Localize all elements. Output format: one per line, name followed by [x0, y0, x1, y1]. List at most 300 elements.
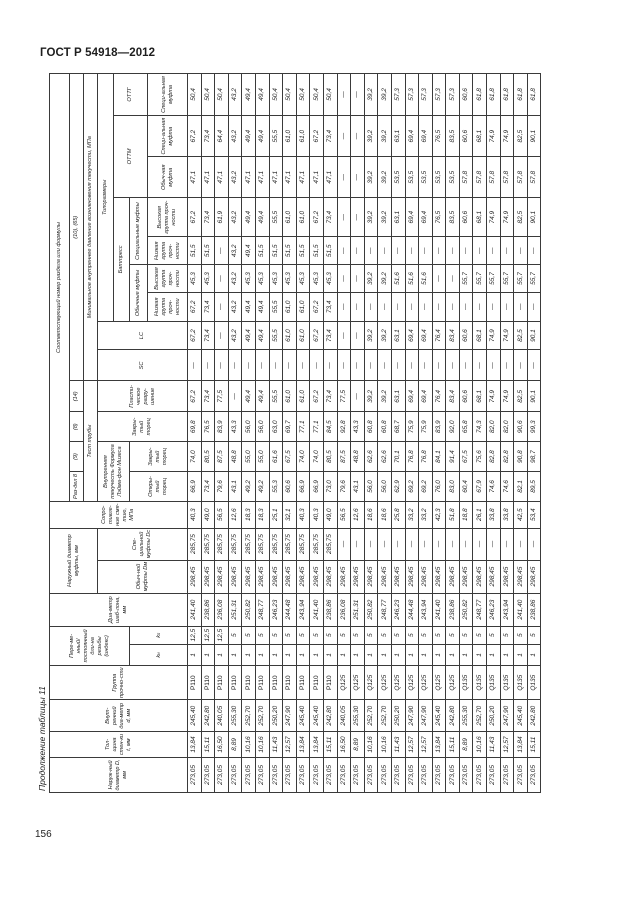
table-cell: — — [405, 237, 419, 265]
hdr-drift-diameter: Диа-метр шаб-лона, мм — [50, 593, 188, 626]
table-cell: — — [337, 528, 351, 560]
table-cell: 298,45 — [255, 560, 269, 593]
table-cell: — — [446, 265, 460, 293]
table-cell: 39,2 — [378, 74, 392, 116]
table-cell: 61,0 — [283, 321, 297, 350]
standard-title: ГОСТ Р 54918—2012 — [40, 47, 156, 59]
table-cell: 69,4 — [405, 321, 419, 350]
table-cell: 67,2 — [188, 197, 202, 236]
table-cell: 39,2 — [364, 381, 378, 412]
table-cell: 74,9 — [500, 381, 514, 412]
table-cell: 61,8 — [500, 74, 514, 116]
table-cell: 49,4 — [242, 292, 256, 321]
table-cell: 69,7 — [283, 412, 297, 442]
table-cell: 50,4 — [269, 74, 283, 116]
table-cell: 74,0 — [310, 442, 324, 472]
table-cell: 8,89 — [351, 732, 365, 758]
table-cell: 273,05 — [323, 757, 337, 792]
table-cell: 250,20 — [269, 700, 283, 732]
table-cell: 60,6 — [459, 197, 473, 236]
table-row — [269, 74, 283, 793]
table-cell: 73,0 — [323, 472, 337, 502]
table-cell: 67,2 — [188, 292, 202, 321]
hdr-ordinary-coupling: Обычные муфты — [130, 265, 148, 322]
table-cell: 1 — [337, 644, 351, 665]
table-cell: 10,16 — [255, 732, 269, 758]
table-cell: 61,0 — [296, 197, 310, 236]
table-cell: Q125 — [446, 666, 460, 700]
hdr-thread-types: Типоразмеры — [98, 74, 114, 322]
table-cell: 241,40 — [432, 593, 446, 626]
table-cell: — — [337, 157, 351, 198]
table-cell: 84,1 — [432, 442, 446, 472]
table-cell: 298,45 — [527, 560, 541, 593]
table-cell: 76,8 — [405, 442, 419, 472]
table-cell: Q125 — [391, 666, 405, 700]
table-row — [432, 74, 446, 793]
table-cell: 298,45 — [514, 560, 528, 593]
table-cell: 252,70 — [378, 700, 392, 732]
table-cell: 43,2 — [228, 321, 242, 350]
table-cell: 48,8 — [228, 442, 242, 472]
table-cell: 69,4 — [405, 115, 419, 157]
table-cell: 298,45 — [228, 560, 242, 593]
hdr-closed-end-yield: Закры-тый торец — [130, 442, 188, 472]
table-row — [201, 74, 215, 793]
table-cell: — — [351, 381, 365, 412]
table-cell: 55,7 — [459, 265, 473, 293]
table-cell: 57,8 — [473, 157, 487, 198]
table-cell: 273,05 — [432, 757, 446, 792]
table-cell: P110 — [201, 666, 215, 700]
table-cell: 39,2 — [378, 157, 392, 198]
table-cell: 92,0 — [446, 412, 460, 442]
hdr-ks: ks — [130, 626, 188, 644]
table-cell: 62,6 — [364, 442, 378, 472]
table-cell: 13,84 — [432, 732, 446, 758]
table-cell: 50,4 — [296, 74, 310, 116]
table-cell: 16,50 — [337, 732, 351, 758]
table-cell: 45,3 — [269, 265, 283, 293]
table-cell: 66,9 — [296, 472, 310, 502]
table-cell: — — [378, 350, 392, 381]
table-cell: 51,5 — [310, 237, 324, 265]
hdr-ordinary-high-grade: Высокая группа проч-ности — [148, 265, 188, 293]
table-cell: — — [419, 237, 433, 265]
table-cell: 49,4 — [255, 321, 269, 350]
table-cell: 273,05 — [514, 757, 528, 792]
table-cell: 273,05 — [419, 757, 433, 792]
table-cell: 73,4 — [201, 472, 215, 502]
table-cell: 1 — [296, 644, 310, 665]
table-cell: 73,4 — [323, 115, 337, 157]
table-cell: 5 — [473, 626, 487, 644]
table-cell: 1 — [269, 644, 283, 665]
table-cell: 77,1 — [310, 412, 324, 442]
table-cell: 61,0 — [296, 292, 310, 321]
table-cell: 61,0 — [296, 115, 310, 157]
hdr-open-end: Откры-тый торец — [130, 472, 188, 502]
table-cell: — — [487, 292, 501, 321]
table-cell: 1 — [405, 644, 419, 665]
hdr-sc: SC — [98, 350, 188, 381]
table-cell: 53,5 — [405, 157, 419, 198]
table-cell: 49,0 — [323, 501, 337, 528]
table-cell: — — [487, 528, 501, 560]
table-cell: 43,2 — [228, 197, 242, 236]
table-cell: 33,8 — [500, 501, 514, 528]
table-cell: 49,4 — [242, 321, 256, 350]
table-cell: 12,5 — [188, 626, 202, 644]
hdr-coupling-special: Спе-циальной муфты Dс — [98, 528, 188, 560]
table-cell: 18,3 — [255, 501, 269, 528]
table-cell: — — [255, 350, 269, 381]
table-cell: — — [527, 292, 541, 321]
table-cell: 49,4 — [242, 237, 256, 265]
table-cell: 74,0 — [296, 442, 310, 472]
table-cell: 47,1 — [242, 157, 256, 198]
table-cell: 1 — [351, 644, 365, 665]
table-cell: 55,7 — [487, 265, 501, 293]
table-cell: — — [391, 237, 405, 265]
table-cell: 92,8 — [337, 412, 351, 442]
table-cell: 13,84 — [296, 732, 310, 758]
table-row — [364, 74, 378, 793]
table-cell: 298,45 — [405, 560, 419, 593]
table-cell: — — [527, 528, 541, 560]
table-cell: 98,7 — [527, 442, 541, 472]
table-cell: 39,2 — [378, 115, 392, 157]
table-cell: 67,2 — [188, 115, 202, 157]
table-cell: 57,8 — [527, 157, 541, 198]
table-cell: 298,45 — [215, 560, 229, 593]
table-cell: 236,08 — [337, 593, 351, 626]
table-cell: 53,4 — [527, 501, 541, 528]
table-cell: Q135 — [500, 666, 514, 700]
table-cell: 51,5 — [188, 237, 202, 265]
table-cell: 73,4 — [201, 381, 215, 412]
table-cell: 238,86 — [446, 593, 460, 626]
table-cell: 298,45 — [364, 560, 378, 593]
table-cell: 40,3 — [188, 501, 202, 528]
table-cell: 74,9 — [487, 321, 501, 350]
table-cell: 82,5 — [514, 197, 528, 236]
table-cell: 51,5 — [269, 237, 283, 265]
table-cell: 67,9 — [473, 472, 487, 502]
table-cell: 50,4 — [283, 74, 297, 116]
table-row — [215, 74, 229, 793]
table-cell: 43,2 — [228, 74, 242, 116]
table-cell: 90,1 — [527, 321, 541, 350]
table-cell: 18,6 — [378, 501, 392, 528]
table-cell: 45,3 — [242, 265, 256, 293]
table-cell: 285,75 — [283, 528, 297, 560]
table-cell: 83,9 — [215, 412, 229, 442]
table-cell: 57,3 — [405, 74, 419, 116]
table-cell: 74,9 — [500, 115, 514, 157]
table-cell: — — [405, 292, 419, 321]
table-cell: 1 — [473, 644, 487, 665]
table-cell: 1 — [527, 644, 541, 665]
table-cell: — — [201, 350, 215, 381]
table-cell: 51,6 — [419, 265, 433, 293]
table-cell: — — [419, 528, 433, 560]
table-cell: 82,0 — [500, 412, 514, 442]
table-cell: 251,31 — [351, 593, 365, 626]
table-cell: 82,8 — [500, 442, 514, 472]
table-cell: 69,4 — [419, 321, 433, 350]
table-cell: 61,0 — [283, 381, 297, 412]
table-cell: 11,43 — [269, 732, 283, 758]
table-cell: — — [215, 321, 229, 350]
table-cell: 57,8 — [459, 157, 473, 198]
table-cell: 39,2 — [378, 197, 392, 236]
table-cell: — — [337, 197, 351, 236]
table-cell: 51,5 — [201, 237, 215, 265]
table-cell: — — [446, 350, 460, 381]
table-cell: 43,2 — [228, 157, 242, 198]
table-cell: 69,8 — [188, 412, 202, 442]
table-cell: 246,23 — [269, 593, 283, 626]
table-cell: 273,05 — [296, 757, 310, 792]
table-row — [459, 74, 473, 793]
table-cell: 73,4 — [201, 197, 215, 236]
table-cell: 84,5 — [323, 412, 337, 442]
table-cell: 67,2 — [188, 381, 202, 412]
table-cell: 1 — [188, 644, 202, 665]
hdr-ottm-special: Специ-альная муфта — [148, 115, 188, 157]
hdr-ordinary-low-grade: Низкая группа проч-ности — [148, 292, 188, 321]
table-cell: 1 — [391, 644, 405, 665]
table-cell: 1 — [228, 644, 242, 665]
table-cell: Q125 — [364, 666, 378, 700]
table-cell: 74,9 — [487, 197, 501, 236]
table-cell: — — [364, 528, 378, 560]
table-cell: 252,70 — [255, 700, 269, 732]
table-cell: 39,2 — [378, 381, 392, 412]
table-cell: — — [405, 350, 419, 381]
table-row — [405, 74, 419, 793]
table-cell: 298,45 — [188, 560, 202, 593]
table-cell: 43,2 — [228, 237, 242, 265]
hdr-formula-14: (14) — [70, 381, 84, 412]
table-row — [487, 74, 501, 793]
table-cell: 76,8 — [419, 442, 433, 472]
table-cell: — — [351, 528, 365, 560]
table-cell: 43,2 — [228, 292, 242, 321]
table-cell: Q135 — [473, 666, 487, 700]
table-cell: 76,5 — [432, 197, 446, 236]
table-cell: 285,75 — [269, 528, 283, 560]
table-cell: — — [527, 237, 541, 265]
table-cell: 15,11 — [323, 732, 337, 758]
table-cell: 1 — [419, 644, 433, 665]
table-cell: 285,75 — [188, 528, 202, 560]
table-cell: 273,05 — [188, 757, 202, 792]
table-row — [419, 74, 433, 793]
table-cell: 5 — [514, 626, 528, 644]
table-cell: — — [378, 292, 392, 321]
table-cell: 5 — [255, 626, 269, 644]
table-cell: 49,4 — [255, 197, 269, 236]
table-cell: 74,9 — [500, 321, 514, 350]
table-cell: P110 — [296, 666, 310, 700]
table-cell: 33,2 — [405, 501, 419, 528]
table-cell: — — [337, 115, 351, 157]
hdr-formula-10-65: (10), (65) — [70, 74, 84, 381]
table-cell: Q125 — [405, 666, 419, 700]
table-cell: 1 — [500, 644, 514, 665]
table-cell: 80,5 — [201, 442, 215, 472]
table-cell: 67,2 — [310, 115, 324, 157]
table-cell: 245,40 — [514, 700, 528, 732]
table-cell: — — [459, 292, 473, 321]
table-cell: 56,5 — [337, 501, 351, 528]
table-cell: 39,2 — [364, 115, 378, 157]
hdr-collapse-resistance: Сопро-тивле-ние смя-тию, МПа — [50, 501, 188, 528]
table-cell: 55,5 — [269, 381, 283, 412]
table-cell: 69,4 — [405, 197, 419, 236]
table-cell: 242,80 — [201, 700, 215, 732]
table-cell: — — [405, 528, 419, 560]
table-cell: 57,8 — [487, 157, 501, 198]
table-cell: 298,45 — [337, 560, 351, 593]
table-cell: 75,9 — [419, 412, 433, 442]
table-cell: 51,8 — [446, 501, 460, 528]
table-cell: 10,16 — [473, 732, 487, 758]
table-cell: 61,8 — [514, 74, 528, 116]
table-cell: 82,8 — [487, 442, 501, 472]
table-cell: 10,16 — [378, 732, 392, 758]
table-row — [310, 74, 324, 793]
table-cell: 63,0 — [269, 412, 283, 442]
table-cell: 51,5 — [255, 237, 269, 265]
table-cell: 83,5 — [446, 197, 460, 236]
table-cell: 62,9 — [391, 472, 405, 502]
table-cell: 60,8 — [364, 412, 378, 442]
table-cell: 273,05 — [215, 757, 229, 792]
table-cell: 60,6 — [459, 115, 473, 157]
table-cell: — — [337, 265, 351, 293]
hdr-formula-9: (9) — [70, 442, 84, 472]
table-cell: 298,45 — [459, 560, 473, 593]
table-cell: 18,6 — [364, 501, 378, 528]
table-cell: 61,9 — [215, 197, 229, 236]
table-cell: 51,6 — [391, 265, 405, 293]
table-cell: 250,82 — [459, 593, 473, 626]
table-cell: 273,05 — [446, 757, 460, 792]
table-cell: 298,45 — [310, 560, 324, 593]
table-cell: 273,05 — [242, 757, 256, 792]
hdr-closed-end-rupture: Закры-тый торец — [98, 412, 188, 442]
hdr-pipe-test: Тест трубы — [84, 381, 98, 502]
table-cell: 69,4 — [405, 381, 419, 412]
table-cell: 13,84 — [188, 732, 202, 758]
hdr-kn: kн — [130, 644, 188, 665]
table-cell: 61,0 — [283, 115, 297, 157]
table-cell: 83,9 — [432, 412, 446, 442]
table-cell: 53,5 — [446, 157, 460, 198]
table-cell: 47,1 — [215, 157, 229, 198]
table-cell: Q135 — [527, 666, 541, 700]
table-cell: 1 — [310, 644, 324, 665]
table-cell: 12,5 — [215, 626, 229, 644]
table-cell: 67,2 — [310, 381, 324, 412]
table-cell: 247,90 — [419, 700, 433, 732]
table-cell: 5 — [459, 626, 473, 644]
table-cell: — — [215, 350, 229, 381]
hdr-yield-formula: Внутренняя текучесть Формула Лэйма-фон Мизеса — [98, 442, 130, 502]
table-cell: 298,45 — [487, 560, 501, 593]
hdr-special-coupling: Специальные муфты — [130, 197, 148, 264]
table-cell: 74,6 — [500, 472, 514, 502]
table-cell: 74,9 — [487, 115, 501, 157]
hdr-special-low-grade: Низкая группа проч-ности — [148, 237, 188, 265]
table-cell: 82,0 — [487, 412, 501, 442]
table-cell: — — [459, 528, 473, 560]
table-cell: 255,30 — [228, 700, 242, 732]
table-cell: 50,4 — [215, 74, 229, 116]
table-cell: — — [364, 350, 378, 381]
table-cell: 73,4 — [201, 321, 215, 350]
table-cell: 247,90 — [283, 700, 297, 732]
table-cell: 69,4 — [419, 115, 433, 157]
table-cell: 77,5 — [215, 381, 229, 412]
hdr-formula-8: (8) — [70, 412, 84, 442]
table-cell: 5 — [391, 626, 405, 644]
table-cell: — — [351, 197, 365, 236]
table-cell: 53,5 — [432, 157, 446, 198]
table-cell: 285,75 — [228, 528, 242, 560]
table-cell: 33,8 — [487, 501, 501, 528]
table-cell: — — [351, 157, 365, 198]
table-cell: Q135 — [487, 666, 501, 700]
table-cell: 57,3 — [419, 74, 433, 116]
table-cell: 5 — [323, 626, 337, 644]
table-cell: 5 — [432, 626, 446, 644]
table-cell: 5 — [500, 626, 514, 644]
table-cell: — — [459, 237, 473, 265]
table-cell: — — [487, 350, 501, 381]
table-cell: 243,94 — [419, 593, 433, 626]
table-cell: 47,1 — [323, 157, 337, 198]
table-row — [378, 74, 392, 793]
table-cell: 68,1 — [473, 197, 487, 236]
table-cell: — — [351, 237, 365, 265]
table-cell: 40,3 — [296, 501, 310, 528]
table-cell: 5 — [228, 626, 242, 644]
table-cell: — — [432, 528, 446, 560]
table-row — [255, 74, 269, 793]
table-cell: — — [351, 265, 365, 293]
table-cell: — — [473, 237, 487, 265]
table-cell: 42,5 — [514, 501, 528, 528]
table-cell: — — [310, 350, 324, 381]
table-cell: 45,3 — [255, 265, 269, 293]
table-cell: 50,4 — [188, 74, 202, 116]
table-cell: 39,2 — [364, 321, 378, 350]
table-cell: 273,05 — [378, 757, 392, 792]
pipe-spec-table — [49, 73, 541, 793]
table-cell: 67,5 — [283, 442, 297, 472]
table-cell: 50,4 — [310, 74, 324, 116]
table-cell: 246,23 — [487, 593, 501, 626]
table-cell: 90,1 — [527, 115, 541, 157]
table-cell: 5 — [296, 626, 310, 644]
table-cell: 56,0 — [378, 472, 392, 502]
table-cell: — — [296, 350, 310, 381]
table-cell: 47,1 — [269, 157, 283, 198]
